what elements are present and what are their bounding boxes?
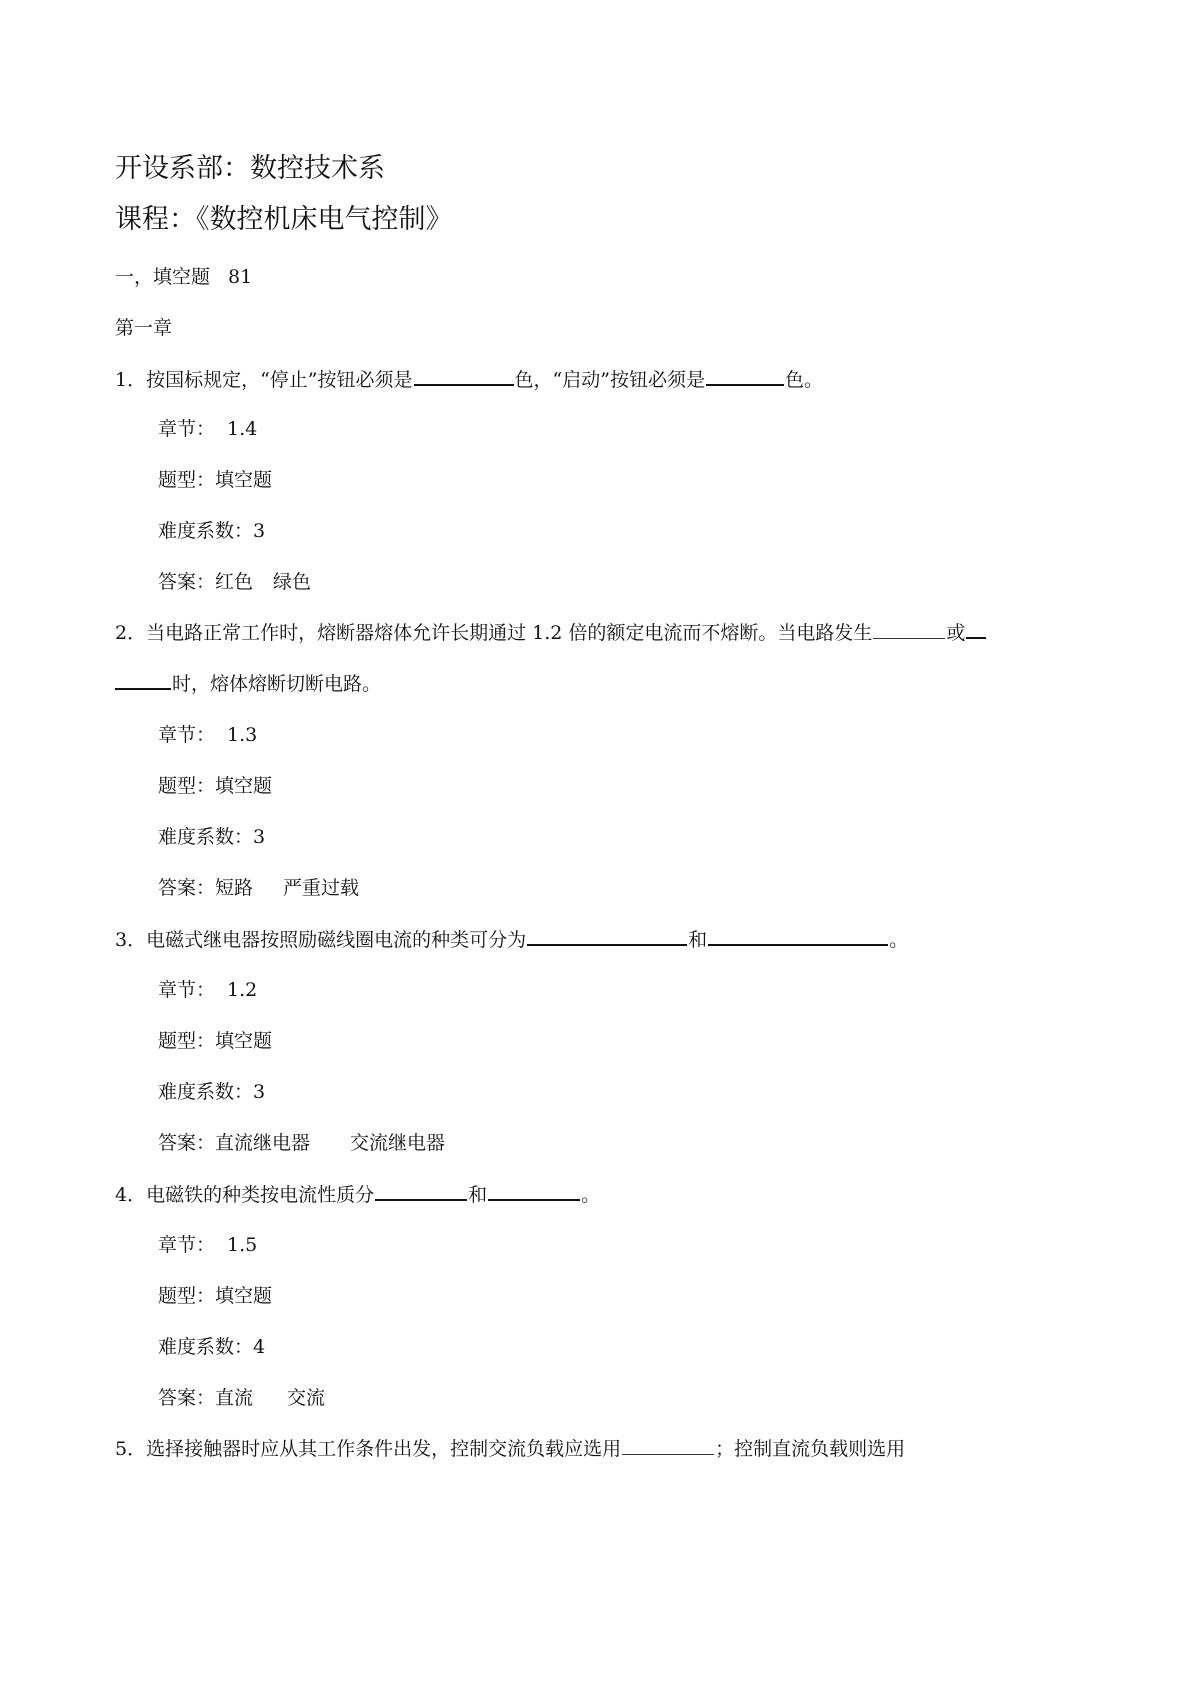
question-2-continued — [115, 670, 381, 697]
answer-label: 答案： — [158, 571, 216, 593]
chapter-heading: 第一章 — [115, 317, 173, 339]
question-3-difficulty — [158, 1079, 265, 1105]
question-text: 。 — [889, 929, 909, 951]
answer-blank — [873, 620, 945, 639]
question-4-difficulty — [158, 1334, 265, 1360]
chapter-value: 1.2 — [227, 979, 258, 1001]
answer-blank — [488, 1181, 580, 1201]
question-2-chapter — [158, 722, 257, 748]
question-3-chapter — [158, 977, 257, 1003]
answer-blank — [966, 619, 986, 639]
question-text: 和 — [688, 929, 708, 951]
question-text: 电磁式继电器按照励磁线圈电流的种类可分为 — [146, 929, 527, 951]
question-1-chapter — [158, 416, 257, 442]
answer-blank — [706, 366, 784, 386]
chapter-value: 1.5 — [227, 1234, 258, 1256]
question-1 — [115, 366, 823, 393]
answer-value: 严重过载 — [283, 877, 360, 899]
chapter-value: 1.3 — [227, 724, 258, 746]
question-text: 时，熔体熔断切断电路。 — [172, 673, 382, 695]
question-number: 1． — [115, 369, 147, 391]
difficulty-value: 3 — [253, 1081, 266, 1103]
department-heading: 开设系部：数控技术系 — [115, 153, 385, 184]
question-2 — [115, 619, 987, 646]
question-text: 电磁铁的种类按电流性质分 — [146, 1184, 375, 1206]
answer-value: 短路 — [215, 877, 254, 899]
question-text: 或 — [946, 622, 966, 644]
difficulty-label: 难度系数： — [158, 1336, 254, 1358]
answer-value: 绿色 — [273, 571, 312, 593]
section-title-text: 一，填空题 — [115, 266, 211, 288]
answer-value: 红色 — [215, 571, 254, 593]
question-2-type: 题型：填空题 — [158, 775, 273, 797]
question-text: 。 — [581, 1184, 601, 1206]
chapter-label: 章节： — [158, 979, 216, 1001]
chapter-value: 1.4 — [227, 418, 258, 440]
question-1-type: 题型：填空题 — [158, 469, 273, 491]
question-number: 3． — [115, 929, 147, 951]
question-1-answer — [158, 569, 311, 595]
question-2-answer — [158, 875, 359, 901]
chapter-label: 章节： — [158, 418, 216, 440]
answer-blank — [115, 670, 171, 690]
answer-value: 交流 — [287, 1387, 326, 1409]
difficulty-value: 4 — [253, 1336, 266, 1358]
question-3-answer — [158, 1130, 445, 1156]
question-text: 选择接触器时应从其工作条件出发，控制交流负载应选用 — [146, 1438, 622, 1460]
answer-value: 直流继电器 — [215, 1132, 311, 1154]
difficulty-value: 3 — [253, 520, 266, 542]
chapter-label: 章节： — [158, 1234, 216, 1256]
answer-blank — [527, 926, 687, 946]
answer-value: 交流继电器 — [350, 1132, 446, 1154]
question-text: 按国标规定，“停止”按钮必须是 — [146, 369, 413, 391]
question-text: ；控制直流负载则选用 — [715, 1438, 906, 1460]
course-heading: 课程：《数控机床电气控制》 — [115, 204, 453, 235]
difficulty-label: 难度系数： — [158, 1081, 254, 1103]
question-4-chapter — [158, 1232, 257, 1258]
question-5 — [115, 1436, 905, 1462]
answer-label: 答案： — [158, 1132, 216, 1154]
answer-blank — [708, 926, 888, 946]
question-text: 当电路正常工作时，熔断器熔体允许长期通过 1.2 倍的额定电流而不熔断。当电路发生 — [146, 622, 873, 644]
question-4-type: 题型：填空题 — [158, 1285, 273, 1307]
chapter-label: 章节： — [158, 724, 216, 746]
question-3-type: 题型：填空题 — [158, 1030, 273, 1052]
answer-label: 答案： — [158, 1387, 216, 1409]
question-2-difficulty — [158, 824, 265, 850]
question-4-answer — [158, 1385, 325, 1411]
answer-blank — [414, 366, 514, 386]
question-text: 和 — [468, 1184, 488, 1206]
answer-blank — [622, 1436, 714, 1455]
question-number: 4． — [115, 1184, 147, 1206]
answer-blank — [375, 1181, 467, 1201]
difficulty-label: 难度系数： — [158, 826, 254, 848]
answer-value: 直流 — [215, 1387, 254, 1409]
question-3 — [115, 926, 908, 953]
difficulty-value: 3 — [253, 826, 266, 848]
section-count: 81 — [228, 266, 253, 288]
question-1-difficulty — [158, 518, 265, 544]
section-title — [115, 264, 252, 290]
difficulty-label: 难度系数： — [158, 520, 254, 542]
answer-label: 答案： — [158, 877, 216, 899]
question-text: 色，“启动”按钮必须是 — [514, 369, 705, 391]
question-4 — [115, 1181, 600, 1208]
question-number: 2． — [115, 622, 147, 644]
question-number: 5． — [115, 1438, 147, 1460]
question-text: 色。 — [784, 369, 823, 391]
